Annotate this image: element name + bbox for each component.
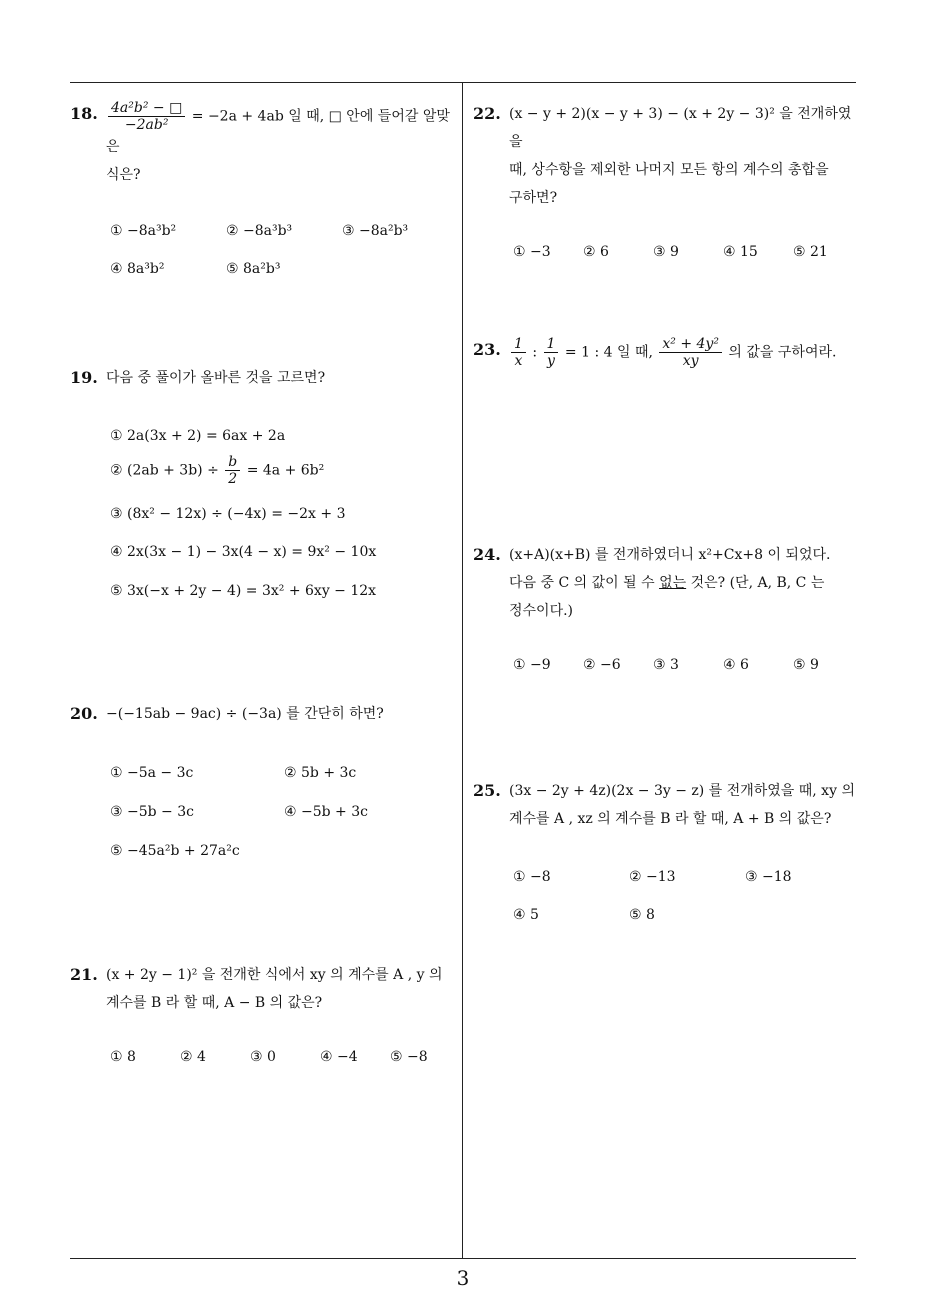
numerator: 1 [511, 336, 526, 353]
choice-2[interactable]: ② 4 [180, 1049, 206, 1065]
denominator: xy [682, 353, 699, 369]
bottom-rule [70, 1258, 856, 1259]
question-20 [70, 700, 460, 869]
question-24 [473, 541, 863, 681]
ratio-colon: : [532, 344, 538, 361]
choice-5[interactable]: ⑤ −45a²b + 27a²c [110, 843, 240, 859]
question-text: 식은? [106, 167, 141, 183]
choice-3[interactable]: ③ 0 [250, 1049, 276, 1065]
numerator: 4a²b² − □ [108, 100, 185, 117]
choice-3[interactable]: ③ (8x² − 12x) ÷ (−4x) = −2x + 3 [110, 506, 346, 522]
choice-4[interactable]: ④ 2x(3x − 1) − 3x(4 − x) = 9x² − 10x [110, 544, 377, 560]
numerator: x² + 4y² [659, 336, 722, 353]
choice-5[interactable]: ⑤ 8 [629, 907, 655, 923]
question-text: 다음 중 풀이가 올바른 것을 고르면? [106, 370, 326, 386]
choice-text: = 4a + 6b² [246, 462, 325, 479]
choice-3[interactable]: ③ −5b − 3c [110, 804, 194, 820]
fraction [659, 336, 722, 369]
question-text: 때, 상수항을 제외한 나머지 모든 항의 계수의 총합을 [509, 162, 829, 178]
question-number: 21. [70, 965, 98, 984]
choices [106, 217, 460, 307]
choice-1[interactable]: ① −3 [513, 244, 551, 260]
question-text: 다음 중 C 의 값이 될 수 [509, 575, 655, 591]
choice-5[interactable]: ⑤ 21 [793, 244, 828, 260]
top-rule [70, 82, 856, 83]
fraction [225, 454, 240, 487]
question-25 [473, 777, 863, 943]
choice-5[interactable]: ⑤ −8 [390, 1049, 428, 1065]
question-text: 것은? (단, A, B, C 는 [690, 575, 825, 591]
question-19 [70, 364, 460, 612]
choice-5[interactable]: ⑤ 3x(−x + 2y − 4) = 3x² + 6xy − 12x [110, 583, 377, 599]
question-text: = 1 : 4 일 때, [564, 344, 653, 361]
choice-2[interactable] [110, 454, 324, 487]
underlined-word: 없는 [659, 575, 687, 591]
question-number: 20. [70, 704, 98, 723]
question-text: (x − y + 2)(x − y + 3) − (x + 2y − 3)² 을 전개하였을 [509, 106, 852, 150]
question-text: = −2a + 4ab 일 때, □ 안에 들어갈 알맞은 [106, 108, 450, 155]
column-divider [462, 83, 463, 1258]
question-text: (x + 2y − 1)² 을 전개한 식에서 xy 의 계수를 A , y 의 [106, 967, 443, 983]
question-number: 24. [473, 545, 501, 564]
question-21 [70, 961, 460, 1073]
choice-2[interactable]: ② −8a³b³ [226, 223, 293, 239]
choice-3[interactable]: ③ 3 [653, 657, 679, 673]
choice-4[interactable]: ④ −5b + 3c [284, 804, 368, 820]
choice-text: ② (2ab + 3b) ÷ [110, 462, 219, 479]
question-text: 의 값을 구하여라. [728, 344, 837, 361]
choice-4[interactable]: ④ 15 [723, 244, 758, 260]
choice-4[interactable]: ④ −4 [320, 1049, 358, 1065]
fraction [511, 336, 526, 369]
question-number: 19. [70, 368, 98, 387]
choice-4[interactable]: ④ 8a³b² [110, 261, 165, 277]
denominator: −2ab² [124, 117, 169, 133]
choice-2[interactable]: ② −13 [629, 869, 676, 885]
denominator: x [514, 353, 523, 369]
choices [509, 651, 863, 681]
choices [509, 863, 863, 943]
choice-3[interactable]: ③ 9 [653, 244, 679, 260]
question-22 [473, 100, 863, 268]
choice-1[interactable]: ① −5a − 3c [110, 765, 194, 781]
choice-3[interactable]: ③ −8a²b³ [342, 223, 409, 239]
question-text: 계수를 B 라 할 때, A − B 의 값은? [106, 995, 323, 1011]
choices [106, 422, 460, 612]
question-text: (3x − 2y + 4z)(2x − 3y − z) 를 전개하였을 때, xy 의 [509, 783, 855, 799]
numerator: 1 [544, 336, 559, 353]
page-number: 3 [456, 1266, 470, 1290]
choice-1[interactable]: ① 2a(3x + 2) = 6ax + 2a [110, 428, 286, 444]
choice-5[interactable]: ⑤ 8a²b³ [226, 261, 281, 277]
question-18 [70, 100, 460, 307]
denominator: y [547, 353, 555, 369]
numerator: b [225, 454, 240, 471]
choice-2[interactable]: ② −6 [583, 657, 621, 673]
choices [509, 238, 863, 268]
choice-3[interactable]: ③ −18 [745, 869, 792, 885]
choice-2[interactable]: ② 5b + 3c [284, 765, 357, 781]
question-number: 25. [473, 781, 501, 800]
choice-4[interactable]: ④ 6 [723, 657, 749, 673]
choice-1[interactable]: ① −8a³b² [110, 223, 177, 239]
question-number: 18. [70, 104, 98, 123]
question-23 [473, 336, 863, 369]
question-number: 23. [473, 340, 501, 359]
choice-2[interactable]: ② 6 [583, 244, 609, 260]
choices [106, 1043, 460, 1073]
choice-1[interactable]: ① 8 [110, 1049, 136, 1065]
fraction [108, 100, 185, 133]
choice-1[interactable]: ① −8 [513, 869, 551, 885]
choices [106, 759, 460, 869]
question-text: 정수이다.) [509, 603, 574, 619]
question-text: −(−15ab − 9ac) ÷ (−3a) 를 간단히 하면? [106, 706, 384, 722]
choice-4[interactable]: ④ 5 [513, 907, 539, 923]
question-text: (x+A)(x+B) 를 전개하였더니 x²+Cx+8 이 되었다. [509, 547, 831, 563]
denominator: 2 [228, 471, 238, 487]
choice-5[interactable]: ⑤ 9 [793, 657, 819, 673]
fraction [544, 336, 559, 369]
question-text: 구하면? [509, 190, 558, 206]
question-text: 계수를 A , xz 의 계수를 B 라 할 때, A + B 의 값은? [509, 811, 832, 827]
question-number: 22. [473, 104, 501, 123]
choice-1[interactable]: ① −9 [513, 657, 551, 673]
